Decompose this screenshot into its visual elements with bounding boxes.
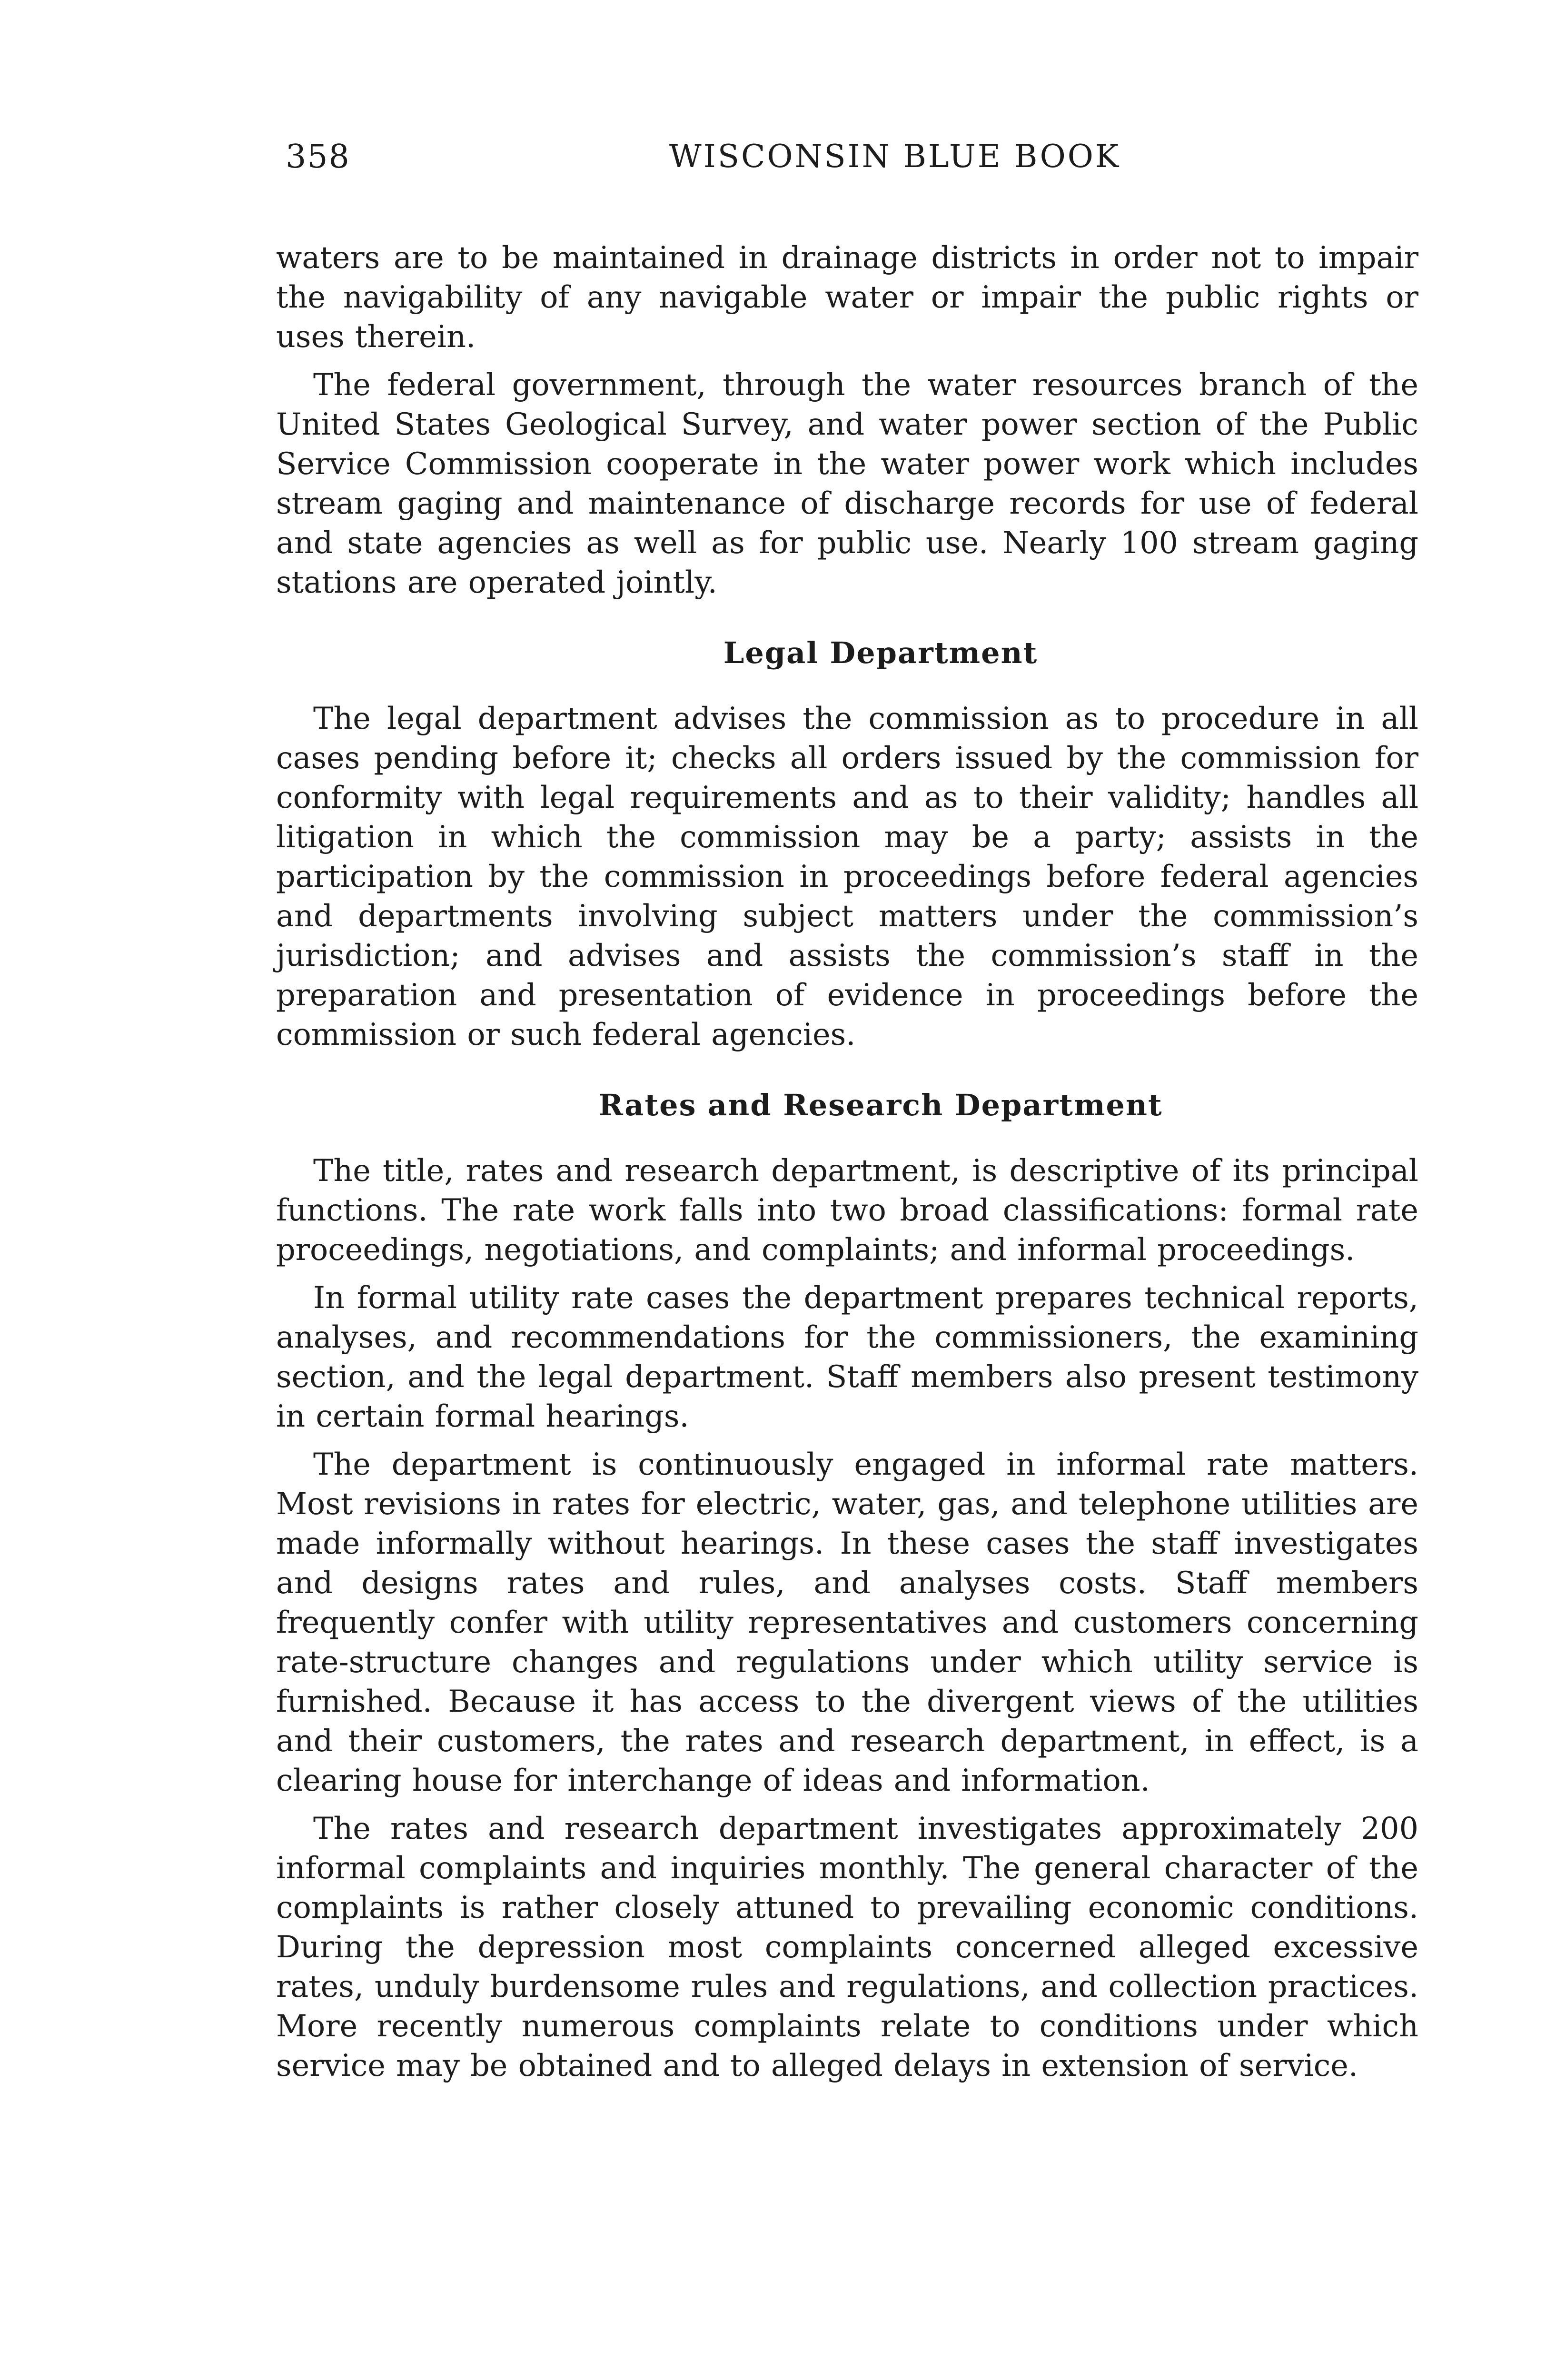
paragraph-federal-cooperation: The federal government, through the water resources branch of the United States Geological Survey, and water power section of the Public Service Commission cooperate in the water power work which includes stream gaging and maintenance of discharge records for use of federal and state agencies as well as for public use. Nearly 100 stream gaging stations are operated jointly.	[276, 367, 1418, 600]
paragraph-informal-rate-matters: The department is continuously engaged in informal rate matters. Most revisions in rates for electric, water, gas, and telephone utilities are made informally without hearings. In these cases the staff investigates and designs rates and rules, and analyses costs. Staff members frequently confer with utility representatives and customers concerning rate-structure changes and regulations under which utility service is furnished. Because it has access to the divergent views of the utilities and their customers, the rates and research department, in effect, is a clearing house for interchange of ideas and information.	[276, 1447, 1418, 1798]
paragraph-rates-title: The title, rates and research department, is descriptive of its principal functions. The rate work falls into two broad classifications: formal rate proceedings, negotiations, and complaints; and informal proceedings.	[276, 1153, 1418, 1267]
paragraph-complaints: The rates and research department investigates approximately 200 informal complaints and inquiries monthly. The general character of the complaints is rather closely attuned to prevailing economic conditions. During the depression most complaints concerned alleged excessive rates, unduly burdensome rules and regulations, and collection practices. More recently numerous complaints relate to conditions under which service may be obtained and to alleged delays in extension of service.	[276, 1811, 1418, 2083]
heading-rates-research-department: Rates and Research Department	[598, 1088, 1163, 1122]
page-body	[276, 238, 1418, 2094]
page-number: 358	[286, 138, 350, 176]
paragraph-continued: waters are to be maintained in drainage districts in order not to impair the navigability of any navigable water or impair the public rights or uses therein.	[276, 240, 1418, 354]
heading-legal-department: Legal Department	[723, 635, 1038, 670]
page-header	[286, 138, 1428, 190]
running-title: WISCONSIN BLUE BOOK	[669, 138, 1121, 175]
paragraph-legal-department: The legal department advises the commission as to procedure in all cases pending before it; checks all orders issued by the commission for conformity with legal requirements and as to their validity; handles all litigation in which the commission may be a party; assists in the participation by the commission in proceedings before federal agencies and departments involving subject matters under the commission’s jurisdiction; and advises and assists the commission’s staff in the preparation and presentation of evidence in proceedings before the commission or such federal agencies.	[276, 701, 1418, 1052]
paragraph-formal-rate-cases: In formal utility rate cases the department prepares technical reports, analyses, and recommendations for the commissioners, the examining section, and the legal department. Staff members also present testimony in certain formal hearings.	[276, 1280, 1418, 1434]
